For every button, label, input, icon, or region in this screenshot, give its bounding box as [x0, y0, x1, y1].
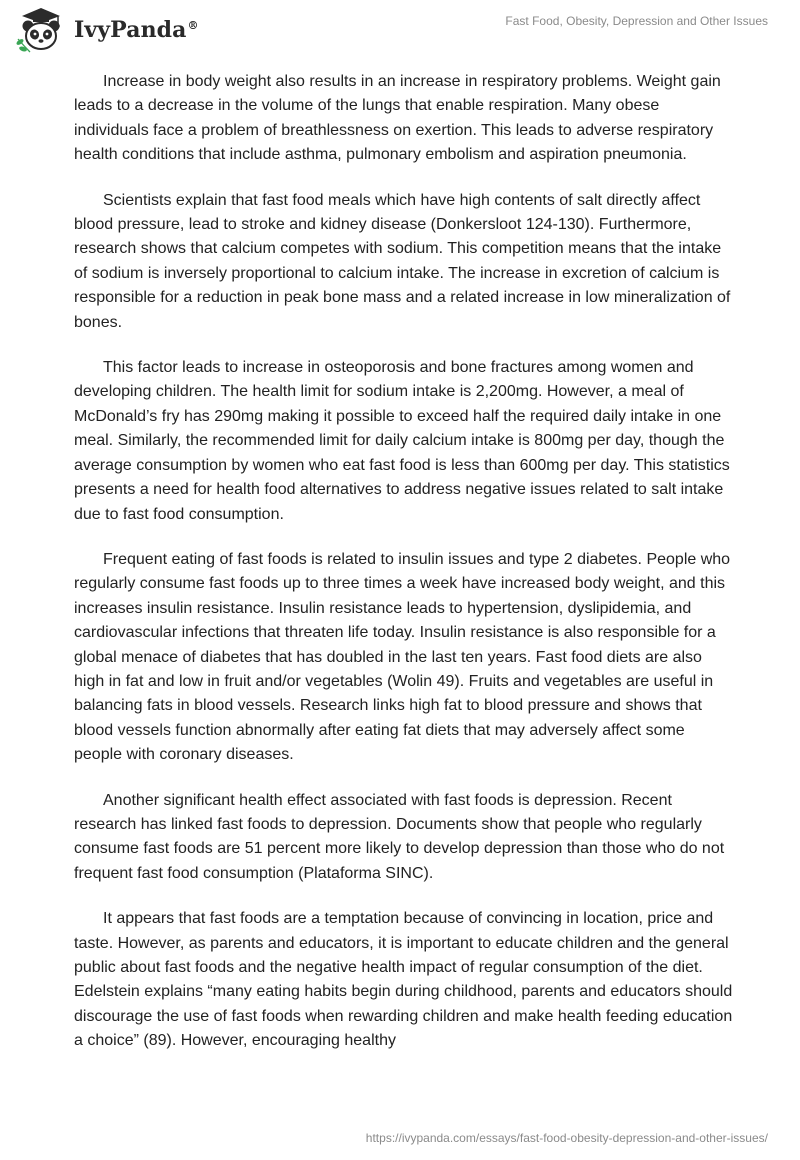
paragraph: This factor leads to increase in osteoporosis and bone fractures among women and developing children. The health limit for sodium intake is 2,200mg. However, a meal of McDonald’s fry has 290mg making it possible to exceed half the required daily intake in one meal. Similarly, the recommended limit for daily calcium intake is 800mg per day, though the average consumption by women who eat fast food is less than 600mg per day. This statistics presents a need for health food alternatives to address negative issues related to salt intake due to fast food consumption. [74, 359, 730, 523]
paragraph: It appears that fast foods are a temptation because of convincing in location, price and taste. However, as parents and educators, it is important to educate children and the general public about fast foods and the negative health impact of regular consumption of the diet. Edelstein explains “many eating habits begin during childhood, parents and educators should discourage the use of fast foods when rewarding children and make health feeding education a choice” (89). However, encouraging healthy [74, 910, 733, 1050]
document-title: Fast Food, Obesity, Depression and Other Issues [505, 14, 768, 28]
paragraph: Increase in body weight also results in an increase in respiratory problems. Weight gain leads to a decrease in the volume of the lungs that enable respiration. Many obese individuals face a problem of breathlessness on exertion. This leads to adverse respiratory health conditions that include asthma, pulmonary embolism and aspiration pneumonia. [74, 73, 721, 164]
paragraph: Frequent eating of fast foods is related to insulin issues and type 2 diabetes. People who regularly consume fast foods up to three times a week have increased body weight, and this increases insulin resistance. Insulin resistance leads to hypertension, dyslipidemia, and cardiovascular infections that threaten life today. Insulin resistance is also responsible for a global menace of diabetes that has doubled in the last ten years. Fast food diets are also high in fat and low in fruit and/or vegetables (Wolin 49). Fruits and vegetables are useful in balancing fats in blood vessels. Research links high fat to blood pressure and shows that blood vessels function abnormally after eating fat diets that may adversely affect some people with coronary diseases. [74, 550, 731, 764]
panda-graduate-logo-icon [14, 6, 68, 56]
paragraph: Another significant health effect associated with fast foods is depression. Recent research has linked fast foods to depression. Documents show that people who regularly consume fast foods are 51 percent more likely to develop depression than those who do not frequent fast food consumption (Plataforma SINC). [74, 791, 725, 882]
ivypanda-logo[interactable] [14, 6, 199, 56]
source-url[interactable]: https://ivypanda.com/essays/fast-food-obesity-depression-and-other-issues/ [365, 1131, 768, 1145]
paragraph: Scientists explain that fast food meals which have high contents of salt directly affect blood pressure, lead to stroke and kidney disease (Donkersloot 124-130). Furthermore, research shows that calcium competes with sodium. This competition means that the intake of sodium is inversely proportional to calcium intake. The increase in excretion of calcium is responsible for a reduction in peak bone mass and a related increase in low mineralization of bones. [74, 191, 731, 331]
page-header [0, 0, 800, 60]
essay-body [74, 70, 734, 1075]
brand-name: IvyPanda® [74, 17, 199, 43]
